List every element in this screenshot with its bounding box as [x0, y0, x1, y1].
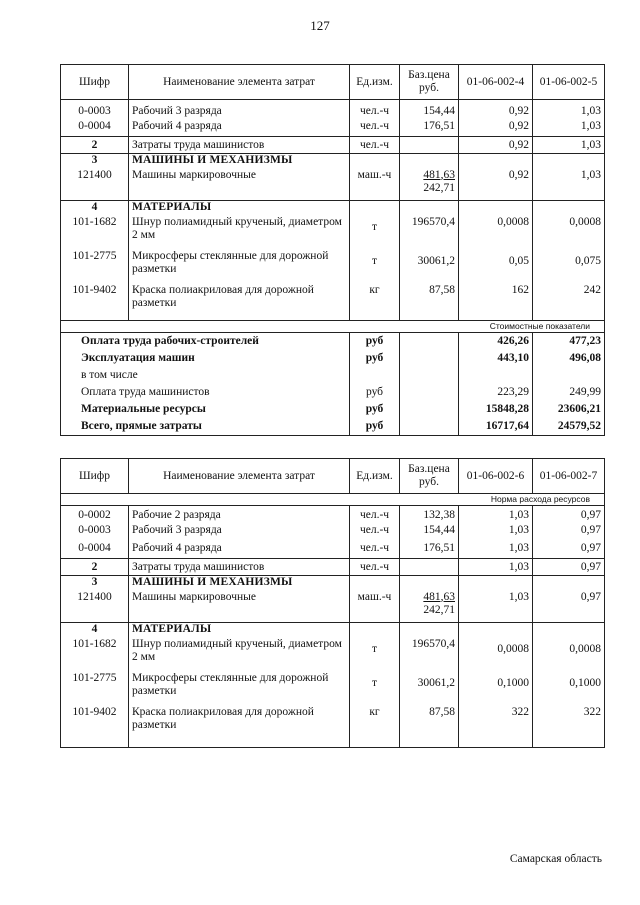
summary-unit: [350, 367, 400, 384]
cell-price: [400, 591, 459, 623]
cell-code: 0-0003: [61, 100, 129, 120]
cell-unit: [350, 154, 400, 169]
cell-code: 3: [61, 154, 129, 169]
table-row: [61, 137, 605, 154]
summary-unit: руб: [350, 384, 400, 401]
cell-price: 30061,2: [400, 250, 459, 284]
col-header-code: Шифр: [61, 65, 129, 100]
cell-norm-1: 1,03: [459, 559, 533, 576]
table-row: [61, 169, 605, 201]
cell-norm-2: [533, 201, 605, 216]
cell-norm-2: 0,1000: [533, 672, 605, 706]
cell-code: 101-1682: [61, 216, 129, 250]
cell-code: 4: [61, 201, 129, 216]
cell-norm-2: 0,97: [533, 524, 605, 542]
col-header-name: Наименование элемента затрат: [129, 459, 350, 494]
cell-norm-1: 1,03: [459, 524, 533, 542]
col-header-unit: Ед.изм.: [350, 65, 400, 100]
summary-label: Материальные ресурсы: [61, 401, 350, 418]
col-header-norm-2: 01-06-002-7: [533, 459, 605, 494]
summary-label: в том числе: [61, 367, 350, 384]
table-row: [61, 638, 605, 672]
cell-norm-2: 242: [533, 284, 605, 321]
summary-value-1: 223,29: [459, 384, 533, 401]
cell-norm-1: [459, 201, 533, 216]
cell-norm-2: 0,97: [533, 506, 605, 524]
price-secondary: 242,71: [423, 181, 455, 194]
cell-norm-1: 0,0008: [459, 216, 533, 250]
cell-unit: чел.-ч: [350, 137, 400, 154]
cell-name: Машины маркировочные: [129, 169, 350, 201]
table-row: [61, 506, 605, 524]
cell-code: 101-2775: [61, 250, 129, 284]
summary-value-2: 23606,21: [533, 401, 605, 418]
resource-table-2: [60, 458, 605, 748]
cell-norm-2: [533, 623, 605, 638]
cell-norm-2: 322: [533, 706, 605, 748]
section-title: МАТЕРИАЛЫ: [129, 623, 350, 638]
table-row: [61, 100, 605, 120]
cell-name: Краска полиакриловая для дорожной разметки: [129, 706, 350, 748]
cell-price: [400, 384, 459, 401]
summary-unit: руб: [350, 333, 400, 351]
table-row: [61, 216, 605, 250]
cell-name: Микросферы стеклянные для дорожной разметки: [129, 672, 350, 706]
cell-code: 3: [61, 576, 129, 591]
summary-value-2: 477,23: [533, 333, 605, 351]
cell-price: [400, 418, 459, 436]
summary-row: [61, 333, 605, 351]
cell-name: Рабочие 2 разряда: [129, 506, 350, 524]
cell-name: Затраты труда машинистов: [129, 559, 350, 576]
norm-banner: [61, 494, 605, 506]
section-row: [61, 201, 605, 216]
cost-indicators-banner: [61, 321, 605, 333]
price-underlined: 481,63: [423, 168, 455, 181]
cell-price: [400, 367, 459, 384]
table-row: [61, 524, 605, 542]
summary-row: [61, 350, 605, 367]
cell-name: Рабочий 3 разряда: [129, 524, 350, 542]
cell-norm-1: 1,03: [459, 542, 533, 559]
section-title: МАШИНЫ И МЕХАНИЗМЫ: [129, 154, 350, 169]
cell-name: Рабочий 3 разряда: [129, 100, 350, 120]
page-number: 127: [310, 18, 330, 33]
cell-price: [400, 576, 459, 591]
cell-norm-2: 0,0008: [533, 638, 605, 672]
table-row: [61, 706, 605, 748]
cell-price: 132,38: [400, 506, 459, 524]
cell-norm-2: 0,97: [533, 559, 605, 576]
summary-value-1: 15848,28: [459, 401, 533, 418]
cell-price: [400, 559, 459, 576]
cell-unit: т: [350, 672, 400, 706]
cell-norm-2: 0,0008: [533, 216, 605, 250]
cell-price: 196570,4: [400, 216, 459, 250]
cell-norm-1: [459, 623, 533, 638]
table-row: [61, 542, 605, 559]
banner-label: Норма расхода ресурсов: [61, 494, 605, 506]
cell-unit: т: [350, 216, 400, 250]
banner-label: Стоимостные показатели: [61, 321, 605, 333]
table-header: [61, 459, 605, 494]
col-header-unit: Ед.изм.: [350, 459, 400, 494]
summary-unit: руб: [350, 350, 400, 367]
col-header-norm-1: 01-06-002-6: [459, 459, 533, 494]
cell-price: 154,44: [400, 524, 459, 542]
cell-price: [400, 623, 459, 638]
col-header-code: Шифр: [61, 459, 129, 494]
section-row: [61, 154, 605, 169]
summary-label: Оплата труда рабочих-строителей: [61, 333, 350, 351]
summary-label: Оплата труда машинистов: [61, 384, 350, 401]
summary-value-2: 24579,52: [533, 418, 605, 436]
cell-code: 121400: [61, 591, 129, 623]
summary-value-2: [533, 367, 605, 384]
col-header-price: Баз.цена руб.: [400, 65, 459, 100]
cell-norm-1: [459, 154, 533, 169]
cell-unit: [350, 201, 400, 216]
cell-price: 87,58: [400, 284, 459, 321]
summary-value-1: 443,10: [459, 350, 533, 367]
cell-name: Краска полиакриловая для дорожной разметки: [129, 284, 350, 321]
cell-unit: чел.-ч: [350, 100, 400, 120]
cell-name: Машины маркировочные: [129, 591, 350, 623]
cell-name: Микросферы стеклянные для дорожной разметки: [129, 250, 350, 284]
col-header-price: Баз.цена руб.: [400, 459, 459, 494]
table-header: [61, 65, 605, 100]
cell-name: Шнур полиамидный крученый, диаметром 2 мм: [129, 638, 350, 672]
summary-unit: руб: [350, 401, 400, 418]
summary-value-2: 496,08: [533, 350, 605, 367]
cell-price: [400, 401, 459, 418]
summary-row: [61, 418, 605, 436]
cell-unit: чел.-ч: [350, 559, 400, 576]
cell-unit: кг: [350, 284, 400, 321]
cell-code: 0-0003: [61, 524, 129, 542]
section-title: МАТЕРИАЛЫ: [129, 201, 350, 216]
cell-norm-1: 0,1000: [459, 672, 533, 706]
cell-norm-1: 1,03: [459, 591, 533, 623]
cell-unit: кг: [350, 706, 400, 748]
cell-price: 196570,4: [400, 638, 459, 672]
cell-norm-2: 0,97: [533, 591, 605, 623]
cell-name: Шнур полиамидный крученый, диаметром 2 мм: [129, 216, 350, 250]
cell-unit: т: [350, 250, 400, 284]
cell-price: [400, 333, 459, 351]
cell-unit: чел.-ч: [350, 506, 400, 524]
cell-norm-1: [459, 576, 533, 591]
summary-label: Эксплуатация машин: [61, 350, 350, 367]
cell-code: 101-9402: [61, 284, 129, 321]
table-row: [61, 591, 605, 623]
cell-norm-2: 1,03: [533, 120, 605, 137]
cell-code: 2: [61, 137, 129, 154]
cell-norm-2: 1,03: [533, 100, 605, 120]
cell-norm-1: 1,03: [459, 506, 533, 524]
summary-row: [61, 384, 605, 401]
summary-row: [61, 401, 605, 418]
cell-norm-2: [533, 154, 605, 169]
table-row: [61, 672, 605, 706]
cell-code: 101-2775: [61, 672, 129, 706]
table-row: [61, 250, 605, 284]
cell-code: 101-9402: [61, 706, 129, 748]
cell-norm-2: 0,075: [533, 250, 605, 284]
summary-value-1: 426,26: [459, 333, 533, 351]
col-header-name: Наименование элемента затрат: [129, 65, 350, 100]
cell-norm-1: 0,92: [459, 137, 533, 154]
cell-code: 101-1682: [61, 638, 129, 672]
section-row: [61, 623, 605, 638]
cell-name: Рабочий 4 разряда: [129, 542, 350, 559]
cell-unit: чел.-ч: [350, 542, 400, 559]
cell-code: 121400: [61, 169, 129, 201]
cell-price: [400, 169, 459, 201]
table-row: [61, 120, 605, 137]
cell-price: 176,51: [400, 120, 459, 137]
cell-price: [400, 137, 459, 154]
cell-norm-2: [533, 576, 605, 591]
col-header-norm-2: 01-06-002-5: [533, 65, 605, 100]
table-row: [61, 559, 605, 576]
cell-unit: маш.-ч: [350, 591, 400, 623]
cell-unit: [350, 576, 400, 591]
cell-name: Рабочий 4 разряда: [129, 120, 350, 137]
cell-price: 30061,2: [400, 672, 459, 706]
cell-norm-1: 322: [459, 706, 533, 748]
cell-price: [400, 201, 459, 216]
cell-unit: т: [350, 638, 400, 672]
cell-norm-1: 162: [459, 284, 533, 321]
cell-price: [400, 350, 459, 367]
cell-unit: чел.-ч: [350, 524, 400, 542]
cell-unit: маш.-ч: [350, 169, 400, 201]
cell-unit: чел.-ч: [350, 120, 400, 137]
section-row: [61, 576, 605, 591]
summary-unit: руб: [350, 418, 400, 436]
resource-table-1: [60, 64, 605, 436]
price-underlined: 481,63: [423, 590, 455, 603]
cell-name: Затраты труда машинистов: [129, 137, 350, 154]
price-secondary: 242,71: [423, 603, 455, 616]
cell-norm-1: 0,92: [459, 100, 533, 120]
cell-norm-2: 0,97: [533, 542, 605, 559]
region-footer: Самарская область: [509, 853, 602, 865]
cell-norm-1: 0,92: [459, 120, 533, 137]
cell-code: 4: [61, 623, 129, 638]
cell-price: [400, 154, 459, 169]
summary-value-1: 16717,64: [459, 418, 533, 436]
cell-norm-1: 0,92: [459, 169, 533, 201]
cell-code: 2: [61, 559, 129, 576]
summary-row: [61, 367, 605, 384]
cell-norm-2: 1,03: [533, 169, 605, 201]
cell-price: 154,44: [400, 100, 459, 120]
summary-value-2: 249,99: [533, 384, 605, 401]
summary-value-1: [459, 367, 533, 384]
cell-norm-1: 0,0008: [459, 638, 533, 672]
cell-norm-1: 0,05: [459, 250, 533, 284]
section-title: МАШИНЫ И МЕХАНИЗМЫ: [129, 576, 350, 591]
cell-unit: [350, 623, 400, 638]
cell-price: 176,51: [400, 542, 459, 559]
cell-code: 0-0002: [61, 506, 129, 524]
cell-code: 0-0004: [61, 120, 129, 137]
cell-price: 87,58: [400, 706, 459, 748]
table-row: [61, 284, 605, 321]
cell-code: 0-0004: [61, 542, 129, 559]
col-header-norm-1: 01-06-002-4: [459, 65, 533, 100]
cell-norm-2: 1,03: [533, 137, 605, 154]
summary-label: Всего, прямые затраты: [61, 418, 350, 436]
